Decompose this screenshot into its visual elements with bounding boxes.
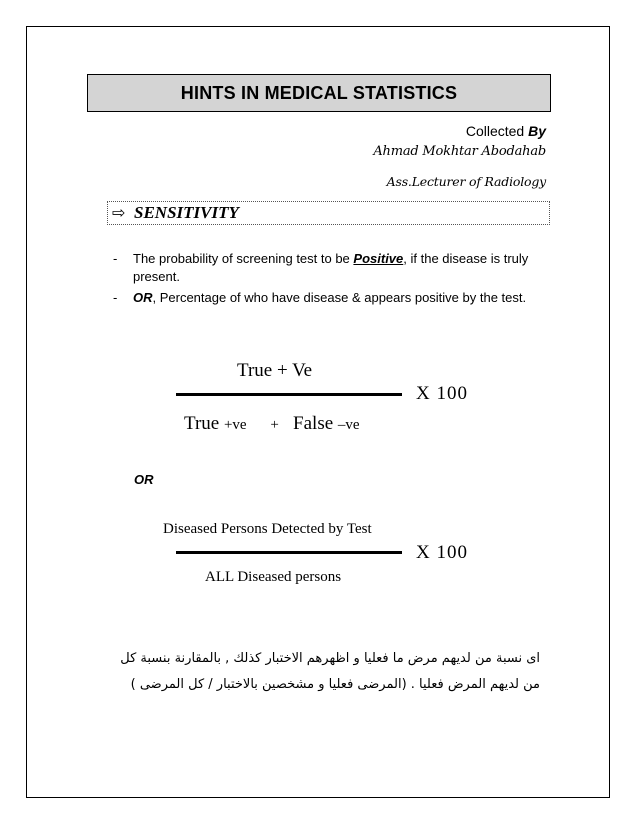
arrow-right-icon: ⇨: [112, 205, 126, 222]
definition-text: , if the disease is truly present.: [133, 251, 529, 284]
formula2-numerator: Diseased Persons Detected by Test: [163, 521, 372, 537]
formula1-denominator: [184, 413, 360, 435]
collected-prefix: Collected: [465, 123, 529, 139]
definition-item: [113, 289, 553, 307]
arabic-line: اى نسبة من لديهم مرض ما فعليا و اظهرهم الاختبار كذلك , بالمقارنة بنسبة كل: [120, 651, 540, 666]
formula2-fraction-line: [176, 551, 402, 554]
formula2-multiplier: X 100: [416, 542, 468, 563]
author-position: Ass.Lecturer of Radiology: [386, 174, 546, 189]
title-box: [87, 74, 551, 112]
definition-list: [113, 250, 553, 310]
bullet-dash: -: [113, 290, 118, 305]
definition-text: The probability of screening test to be: [133, 251, 354, 266]
or-keyword: OR: [133, 290, 153, 305]
positive-keyword: Positive: [353, 251, 404, 266]
den-pos: +ve: [223, 417, 247, 433]
arabic-explanation: [100, 646, 540, 698]
author-name: Ahmad Mokhtar Abodahab: [373, 144, 546, 159]
definition-text: , Percentage of who have disease & appears positive by the test.: [152, 290, 527, 305]
section-heading: [107, 201, 550, 225]
bullet-dash: -: [113, 251, 118, 266]
den-neg: –ve: [337, 417, 360, 433]
den-false: False: [293, 413, 338, 434]
formula1-multiplier: X 100: [416, 383, 468, 404]
formula1-fraction-line: [176, 393, 402, 396]
den-true: True: [184, 413, 224, 434]
collected-by-line: [466, 123, 546, 139]
formula2-denominator: ALL Diseased persons: [205, 569, 342, 585]
formula1-numerator: True + Ve: [237, 360, 313, 381]
arabic-line: من لديهم المرض فعليا . (المرضى فعليا و مشخصين بالاختبار / كل المرضى ): [130, 677, 540, 692]
page-title: HINTS IN MEDICAL STATISTICS: [180, 83, 458, 103]
collected-by-word: By: [528, 123, 546, 139]
definition-item: [113, 250, 553, 286]
den-plus: +: [270, 417, 279, 433]
section-label: SENSITIVITY: [134, 203, 239, 222]
or-separator: OR: [134, 472, 154, 487]
